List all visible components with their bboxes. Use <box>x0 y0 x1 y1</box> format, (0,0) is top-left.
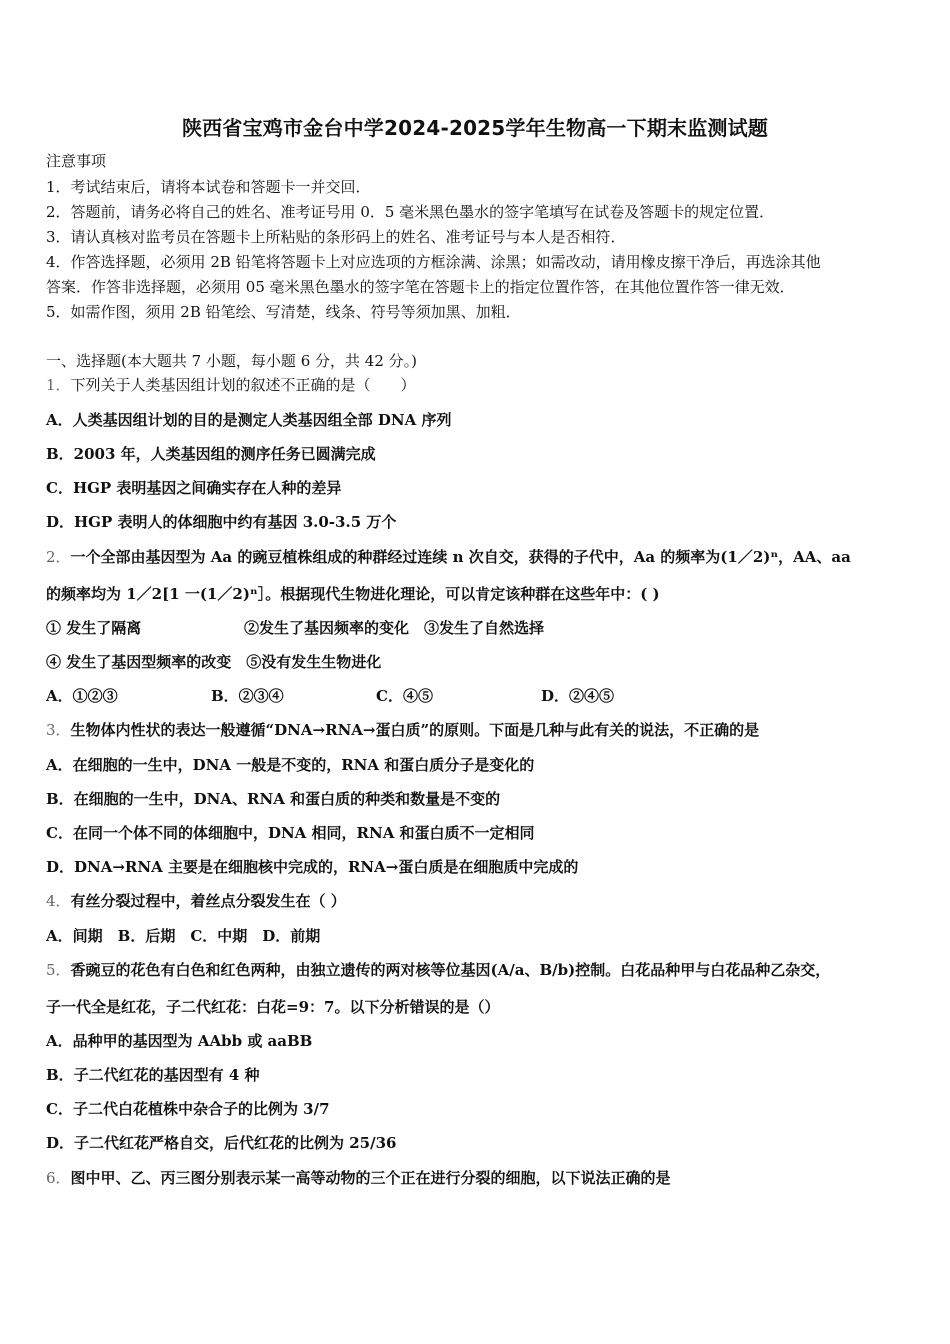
question-text: 下列关于人类基因组计划的叙述不正确的是（ ） <box>70 376 416 394</box>
question-1-stem <box>46 375 916 395</box>
q2-statement-row-2: ④ 发生了基因型频率的改变 ⑤没有发生生物进化 <box>46 653 382 671</box>
question-2-stem <box>46 547 916 567</box>
notice-heading: 注意事项 <box>46 152 107 170</box>
q2-statement: ②发生了基因频率的变化 ③发生了自然选择 <box>244 619 545 637</box>
notice-item: 4．作答选择题，必须用 2B 铅笔将答题卡上对应选项的方框涂满、涂黑；如需改动，请用橡皮擦干净后，再选涂其他 <box>46 253 821 271</box>
q1-option-d: D．HGP 表明人的体细胞中约有基因 3.0-3.5 万个 <box>46 513 397 531</box>
notice-item: 2．答题前，请务必将自己的姓名、准考证号用 0．5 毫米黑色墨水的签字笔填写在试卷及答题卡的规定位置． <box>46 203 775 221</box>
q3-option-a: A．在细胞的一生中，DNA 一般是不变的，RNA 和蛋白质分子是变化的 <box>46 756 535 774</box>
q3-option-c: C．在同一个体不同的体细胞中，DNA 相同，RNA 和蛋白质不一定相同 <box>46 824 535 842</box>
q2-option-d: D．②④⑤ <box>541 687 615 705</box>
q5-option-c: C．子二代白花植株中杂合子的比例为 3/7 <box>46 1100 330 1118</box>
q2-option-c: C．④⑤ <box>376 687 433 705</box>
notice-item: 1．考试结束后，请将本试卷和答题卡一并交回． <box>46 178 371 196</box>
question-number: 5． <box>46 961 71 979</box>
question-text: 生物体内性状的表达一般遵循“DNA→RNA→蛋白质”的原则。下面是几种与此有关的说法，不正确的是 <box>70 721 760 739</box>
q1-option-b: B．2003 年，人类基因组的测序任务已圆满完成 <box>46 445 376 463</box>
q5-option-b: B．子二代红花的基因型有 4 种 <box>46 1066 260 1084</box>
q2-options <box>46 686 916 706</box>
question-number: 1． <box>46 376 71 394</box>
question-text: 有丝分裂过程中，着丝点分裂发生在（ ） <box>70 892 346 910</box>
question-5-stem-cont: 子一代全是红花，子二代红花：白花=9：7。以下分析错误的是（） <box>46 998 500 1016</box>
q5-option-d: D．子二代红花严格自交，后代红花的比例为 25/36 <box>46 1134 397 1152</box>
q1-option-c: C．HGP 表明基因之间确实存在人种的差异 <box>46 479 342 497</box>
notice-item: 5．如需作图，须用 2B 铅笔绘、写清楚，线条、符号等须加黑、加粗． <box>46 303 521 321</box>
question-2-stem-cont: 的频率均为 1／2[1 一(1／2)ⁿ］。根据现代生物进化理论，可以肯定该种群在这些年中：( ) <box>46 585 660 603</box>
notice-item: 3．请认真核对监考员在答题卡上所粘贴的条形码上的姓名、准考证号与本人是否相符． <box>46 228 626 246</box>
q1-option-a: A．人类基因组计划的目的是测定人类基因组全部 DNA 序列 <box>46 411 452 429</box>
exam-title: 陕西省宝鸡市金台中学2024-2025学年生物高一下期末监测试题 <box>181 116 769 140</box>
section-heading: 一、选择题(本大题共 7 小题，每小题 6 分，共 42 分。) <box>46 352 417 370</box>
q3-option-b: B．在细胞的一生中，DNA、RNA 和蛋白质的种类和数量是不变的 <box>46 790 501 808</box>
q3-option-d: D．DNA→RNA 主要是在细胞核中完成的，RNA→蛋白质是在细胞质中完成的 <box>46 858 579 876</box>
question-5-stem <box>46 960 916 980</box>
q2-statement: ① 发生了隔离 <box>46 619 142 637</box>
question-4-stem <box>46 891 916 911</box>
question-3-stem <box>46 720 916 740</box>
question-number: 2． <box>46 548 71 566</box>
q2-option-b: B．②③④ <box>211 687 284 705</box>
question-text: 图中甲、乙、丙三图分别表示某一高等动物的三个正在进行分裂的细胞，以下说法正确的是 <box>70 1169 671 1187</box>
question-text: 香豌豆的花色有白色和红色两种，由独立遗传的两对核等位基因(A/a、B/b)控制。白花品种甲与白花品种乙杂交， <box>70 961 831 979</box>
notice-item: 答案．作答非选择题，必须用 05 毫米黑色墨水的签字笔在答题卡上的指定位置作答，在其他位置作答一律无效． <box>46 278 795 296</box>
q5-option-a: A．品种甲的基因型为 AAbb 或 aaBB <box>46 1032 313 1050</box>
question-number: 3． <box>46 721 71 739</box>
q4-options: A．间期 B．后期 C．中期 D．前期 <box>46 927 321 945</box>
question-6-stem <box>46 1168 916 1188</box>
question-number: 4． <box>46 892 71 910</box>
q2-statement-row-1 <box>46 618 916 638</box>
q2-option-a: A．①②③ <box>46 687 118 705</box>
question-number: 6． <box>46 1169 71 1187</box>
question-text: 一个全部由基因型为 Aa 的豌豆植株组成的种群经过连续 n 次自交，获得的子代中，Aa 的频率为(1／2)ⁿ，AA、aa <box>70 548 851 566</box>
